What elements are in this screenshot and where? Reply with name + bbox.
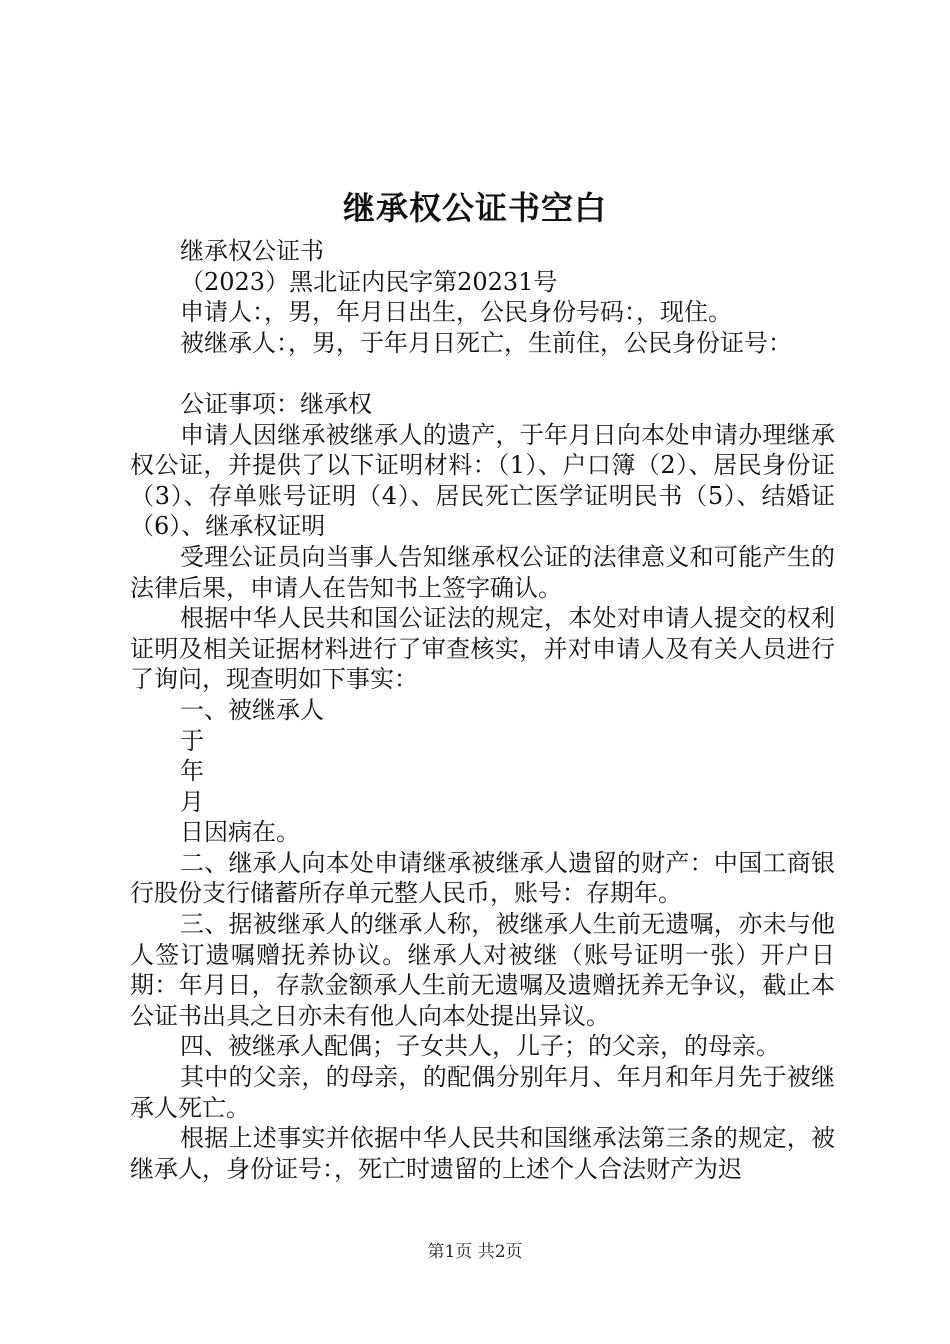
paragraph-fact-one-month: 月 — [180, 787, 204, 816]
paragraph-fact-one: 一、被继承人 — [180, 695, 324, 724]
paragraph-fact-three: 三、据被继承人的继承人称，被继承人生前无遗嘱，亦未与他人签订遗嘱赠抚养协议。继承人对被继（账号证明一张）开户日期：年月日，存款金额承人生前无遗嘱及遗赠抚养无争议，截止本公证书出具之日亦未有他人向本处提出异议。 — [130, 910, 835, 1030]
paragraph-fact-one-year-prefix: 于 — [180, 726, 204, 755]
paragraph-heading: 继承权公证书 — [180, 237, 324, 265]
paragraph-fact-one-year: 年 — [180, 757, 204, 786]
paragraph-conclusion: 根据上述事实并依据中华人民共和国继承法第三条的规定，被继承人，身份证号：，死亡时遗留的上述个人合法财产为迟 — [130, 1124, 835, 1183]
paragraph-fact-one-day: 日因病在。 — [180, 818, 300, 847]
document-body — [130, 236, 835, 1184]
blank-line — [130, 358, 835, 389]
paragraph-applicant: 申请人：，男，年月日出生，公民身份号码：，现住。 — [180, 298, 732, 327]
paragraph-decedent: 被继承人：，男，于年月日死亡，生前住，公民身份证号： — [180, 328, 792, 357]
paragraph-application: 申请人因继承被继承人的遗产，于年月日向本处申请办理继承权公证，并提供了以下证明材料：（1）、户口簿（2）、居民身份证（3）、存单账号证明（4）、居民死亡医学证明民书（5）、结婚证（6）、继承权证明 — [130, 420, 835, 541]
paragraph-fact-four: 四、被继承人配偶；子女共人，儿子；的父亲，的母亲。 — [180, 1032, 780, 1061]
page-footer: 第1页 共2页 — [427, 1242, 523, 1262]
paragraph-fact-four-detail: 其中的父亲，的母亲，的配偶分别年月、年月和年月先于被继承人死亡。 — [130, 1063, 835, 1122]
paragraph-case-number: （2023）黑北证内民字第20231号 — [180, 267, 558, 296]
paragraph-notary-matter: 公证事项：继承权 — [180, 389, 372, 418]
document-title: 继承权公证书空白 — [342, 189, 607, 227]
paragraph-fact-two: 二、继承人向本处申请继承被继承人遗留的财产：中国工商银行股份支行储蓄所存单元整人民币，账号：存期年。 — [130, 848, 835, 908]
paragraph-notification: 受理公证员向当事人告知继承权公证的法律意义和可能产生的法律后果，申请人在告知书上签字确认。 — [130, 542, 835, 602]
paragraph-verification: 根据中华人民共和国公证法的规定，本处对申请人提交的权利证明及相关证据材料进行了审查核实，并对申请人及有关人员进行了询问，现查明如下事实： — [130, 604, 835, 694]
